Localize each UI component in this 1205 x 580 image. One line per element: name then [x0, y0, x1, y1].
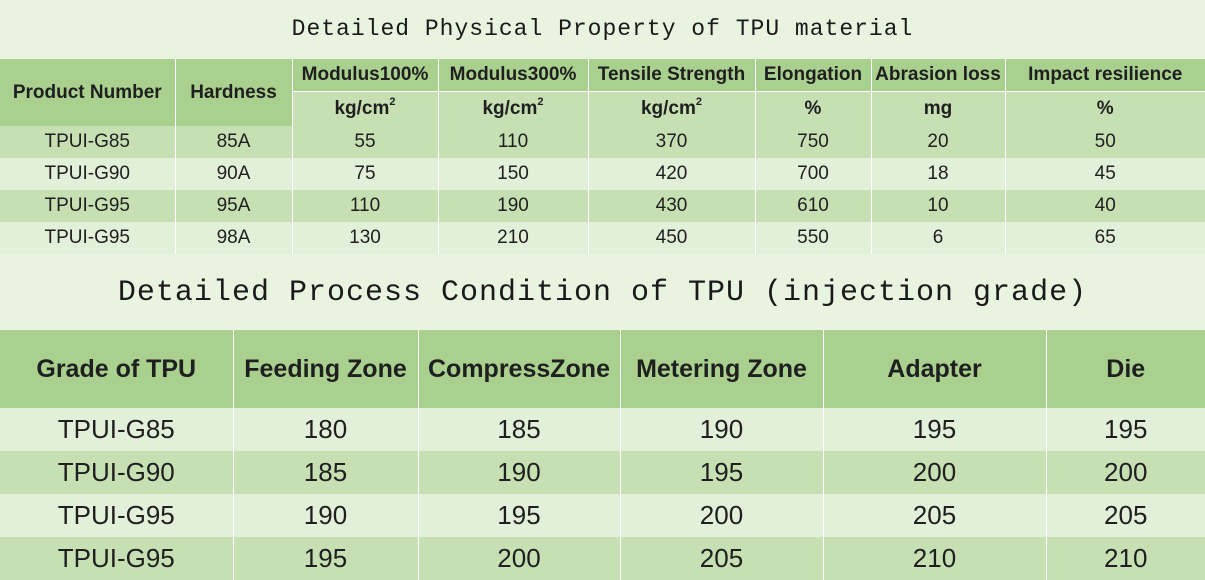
cell-compress: 185: [418, 408, 620, 451]
cell-product: TPUI-G95: [0, 190, 175, 222]
cell-modulus100: 110: [292, 190, 438, 222]
header-adapter: Adapter: [823, 330, 1046, 408]
cell-adapter: 210: [823, 537, 1046, 580]
unit-impact-resilience: %: [1005, 92, 1205, 127]
cell-compress: 190: [418, 451, 620, 494]
cell-die: 195: [1046, 408, 1205, 451]
cell-feeding: 190: [233, 494, 418, 537]
header-hardness: Hardness: [175, 59, 292, 126]
table-row: [0, 451, 1205, 494]
cell-modulus100: 75: [292, 158, 438, 190]
process-header-row: [0, 330, 1205, 408]
unit-modulus100: $kg/cm^2$: [292, 92, 438, 127]
cell-elongation: 550: [755, 222, 871, 254]
cell-adapter: 205: [823, 494, 1046, 537]
cell-die: 210: [1046, 537, 1205, 580]
header-modulus300: Modulus300%: [438, 59, 588, 92]
physical-header-row: [0, 59, 1205, 92]
header-elongation: Elongation: [755, 59, 871, 92]
cell-impact: 65: [1005, 222, 1205, 254]
table-row: [0, 190, 1205, 222]
header-grade: Grade of TPU: [0, 330, 233, 408]
process-condition-title: Detailed Process Condition of TPU (injection grade): [117, 276, 1088, 310]
cell-modulus100: 55: [292, 126, 438, 158]
cell-feeding: 180: [233, 408, 418, 451]
cell-abrasion: 18: [871, 158, 1005, 190]
cell-tensile: 370: [588, 126, 755, 158]
cell-abrasion: 10: [871, 190, 1005, 222]
cell-abrasion: 6: [871, 222, 1005, 254]
cell-product: TPUI-G95: [0, 222, 175, 254]
cell-impact: 40: [1005, 190, 1205, 222]
cell-modulus300: 190: [438, 190, 588, 222]
cell-grade: TPUI-G95: [0, 494, 233, 537]
cell-impact: 50: [1005, 126, 1205, 158]
cell-elongation: 750: [755, 126, 871, 158]
cell-metering: 200: [620, 494, 823, 537]
unit-tensile-strength: $kg/cm^2$: [588, 92, 755, 127]
physical-property-table: [0, 59, 1205, 254]
cell-metering: 205: [620, 537, 823, 580]
cell-grade: TPUI-G95: [0, 537, 233, 580]
table-row: [0, 494, 1205, 537]
cell-metering: 195: [620, 451, 823, 494]
cell-feeding: 195: [233, 537, 418, 580]
table-row: [0, 408, 1205, 451]
cell-elongation: 610: [755, 190, 871, 222]
physical-property-title: Detailed Physical Property of TPU material: [291, 16, 914, 42]
cell-product: TPUI-G85: [0, 126, 175, 158]
process-condition-table: [0, 330, 1205, 580]
cell-die: 205: [1046, 494, 1205, 537]
cell-hardness: 90A: [175, 158, 292, 190]
cell-hardness: 98A: [175, 222, 292, 254]
header-feeding-zone: Feeding Zone: [233, 330, 418, 408]
cell-impact: 45: [1005, 158, 1205, 190]
cell-adapter: 200: [823, 451, 1046, 494]
cell-grade: TPUI-G90: [0, 451, 233, 494]
cell-adapter: 195: [823, 408, 1046, 451]
header-compress-zone: CompressZone: [418, 330, 620, 408]
cell-elongation: 700: [755, 158, 871, 190]
table-row: [0, 537, 1205, 580]
header-abrasion-loss: Abrasion loss: [871, 59, 1005, 92]
table-row: [0, 222, 1205, 254]
header-tensile-strength: Tensile Strength: [588, 59, 755, 92]
cell-abrasion: 20: [871, 126, 1005, 158]
cell-compress: 200: [418, 537, 620, 580]
unit-abrasion-loss: mg: [871, 92, 1005, 127]
cell-modulus300: 210: [438, 222, 588, 254]
table-row: [0, 126, 1205, 158]
cell-hardness: 95A: [175, 190, 292, 222]
cell-modulus100: 130: [292, 222, 438, 254]
cell-hardness: 85A: [175, 126, 292, 158]
unit-elongation: %: [755, 92, 871, 127]
header-metering-zone: Metering Zone: [620, 330, 823, 408]
header-modulus100: Modulus100%: [292, 59, 438, 92]
cell-tensile: 420: [588, 158, 755, 190]
header-product-number: Product Number: [0, 59, 175, 126]
cell-metering: 190: [620, 408, 823, 451]
cell-grade: TPUI-G85: [0, 408, 233, 451]
cell-feeding: 185: [233, 451, 418, 494]
cell-die: 200: [1046, 451, 1205, 494]
cell-tensile: 450: [588, 222, 755, 254]
cell-product: TPUI-G90: [0, 158, 175, 190]
header-die: Die: [1046, 330, 1205, 408]
cell-modulus300: 110: [438, 126, 588, 158]
cell-modulus300: 150: [438, 158, 588, 190]
cell-tensile: 430: [588, 190, 755, 222]
cell-compress: 195: [418, 494, 620, 537]
header-impact-resilience: Impact resilience: [1005, 59, 1205, 92]
unit-modulus300: $kg/cm^2$: [438, 92, 588, 127]
table-row: [0, 158, 1205, 190]
